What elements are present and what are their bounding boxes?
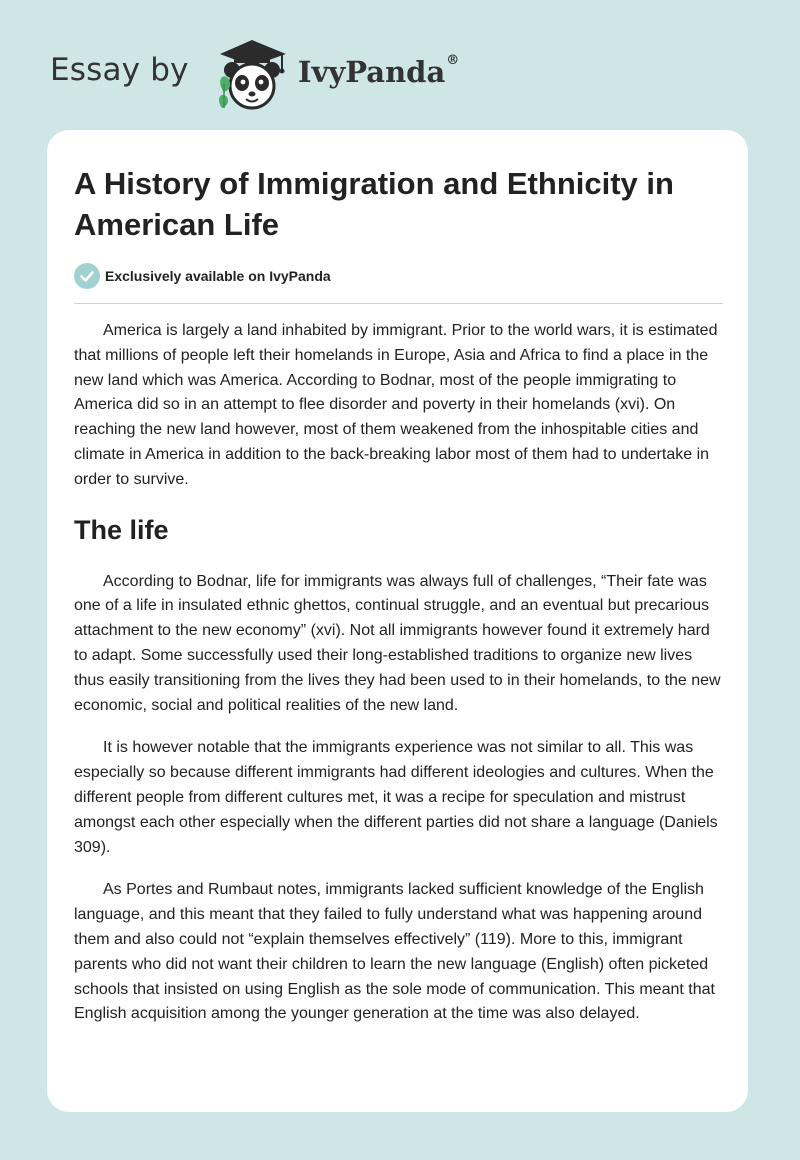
essay-body <box>74 319 724 1045</box>
exclusive-badge <box>74 263 331 289</box>
essay-title: A History of Immigration and Ethnicity in American Life <box>74 166 674 242</box>
brand-prefix: Essay by <box>50 52 189 88</box>
registered-mark: ® <box>446 53 460 68</box>
check-circle-icon <box>74 263 100 289</box>
exclusive-badge-text: Exclusively available on IvyPanda <box>105 268 331 284</box>
divider <box>74 303 723 304</box>
paragraph: According to Bodnar, life for immigrants was always full of challenges, “Their fate was one of a life in insulated ethnic ghettos, continual struggle, and an eventual but precarious attachment to the new economy” (xvi). Not all immigrants however found it extremely hard to adapt. Some successfully used their long-established traditions to organize new lives thus easily transitioning from the lives they had been used to in their homelands, to the new economic, social and political realities of the new land. <box>74 572 721 714</box>
intro-paragraph: America is largely a land inhabited by immigrant. Prior to the world wars, it is estimated that millions of people left their homelands in Europe, Asia and Africa to find a place in the new land which was America. According to Bodnar, most of the people immigrating to America did so in an attempt to flee disorder and poverty in their homelands (xvi). On reaching the new land however, most of them weakened from the inhospitable cities and climate in America in addition to the back-breaking labor most of them had to undertake in order to survive. <box>74 322 718 488</box>
paragraph: It is however notable that the immigrants experience was not similar to all. This was especially so because different immigrants had different ideologies and cultures. When the different people from different cultures met, it was a recipe for speculation and mistrust amongst each other especially when the different parties did not share a language (Daniels 309). <box>74 739 718 856</box>
paragraph: As Portes and Rumbaut notes, immigrants lacked sufficient knowledge of the English language, and this meant that they failed to fully understand what was happening around them and also could not “explain themselves effectively” (119). More to this, immigrant parents who did not want their children to learn the new language (English) often picketed schools that insisted on using English as the sole mode of communication. This meant that English acquisition among the younger generation at the time was also delayed. <box>74 881 715 1023</box>
brand-header <box>50 34 510 114</box>
section-heading: The life <box>74 514 169 545</box>
essay-card <box>47 130 748 1112</box>
panda-graduate-icon <box>202 34 302 110</box>
brand-name-text: IvyPanda <box>298 55 446 89</box>
brand-name <box>298 55 459 89</box>
